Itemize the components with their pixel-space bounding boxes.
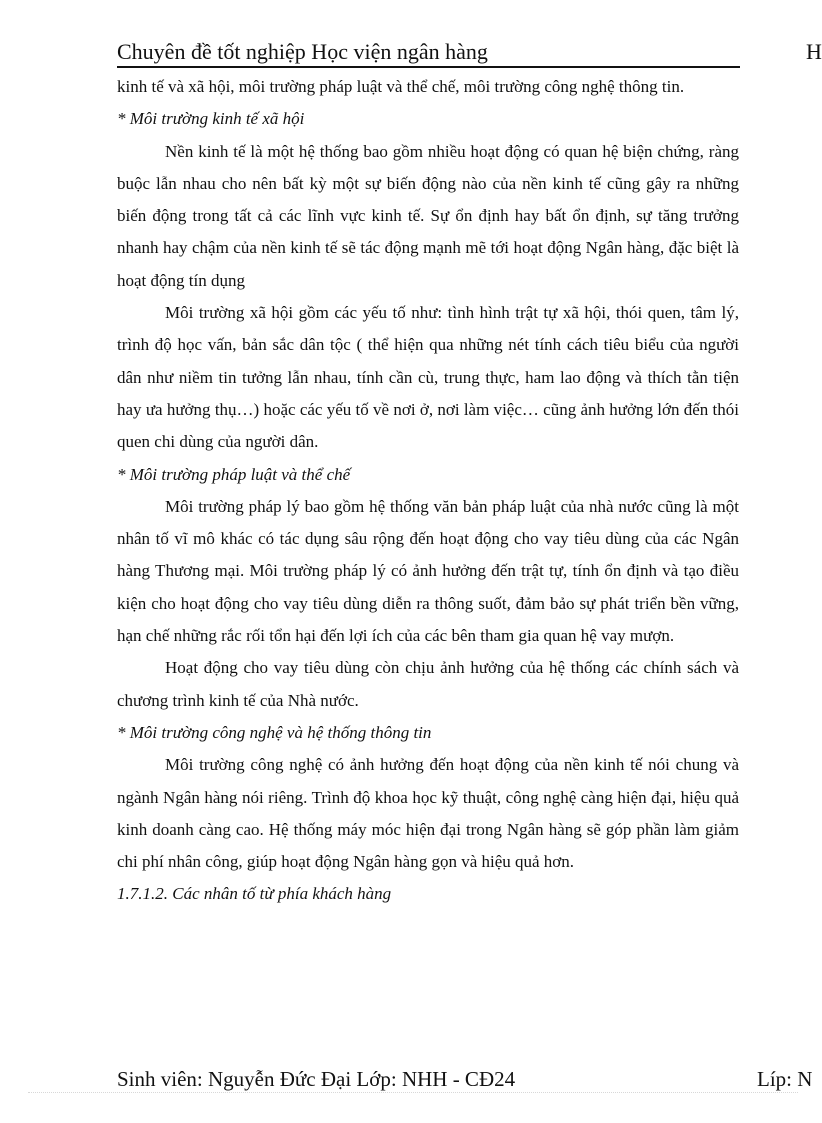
footer-dotted-divider <box>28 1092 798 1093</box>
document-body <box>117 71 739 911</box>
header-divider <box>117 66 740 68</box>
body-paragraph: kinh tế và xã hội, môi trường pháp luật và thể chế, môi trường công nghệ thông tin. <box>117 77 685 96</box>
section-heading-customer-factors: 1.7.1.2. Các nhân tố từ phía khách hàng <box>117 884 392 904</box>
section-heading-technology: * Môi trường công nghệ và hệ thống thông tin <box>117 722 432 742</box>
body-paragraph: Môi trường pháp lý bao gồm hệ thống văn bản pháp luật của nhà nước cũng là một nhân tố vĩ mô khác có tác dụng sâu rộng đến hoạt động cho vay tiêu dùng của các Ngân hàng Thương mại. Môi trường pháp lý có ảnh hưởng đến trật tự, tính ổn định và tạo điều kiện cho hoạt động cho vay tiêu dùng diễn ra thông suốt, đảm bảo sự phát triển bền vững, hạn chế những rắc rối tổn hại đến lợi ích của các bên tham gia quan hệ vay mượn. <box>117 496 739 646</box>
body-paragraph: Hoạt động cho vay tiêu dùng còn chịu ảnh hưởng của hệ thống các chính sách và chương trình kinh tế của Nhà nước. <box>117 658 739 710</box>
section-heading-economic-social: * Môi trường kinh tế xã hội <box>117 109 305 129</box>
page-footer-student: Sinh viên: Nguyễn Đức Đại Lớp: NHH - CĐ24 <box>117 1067 516 1091</box>
body-paragraph: Nền kinh tế là một hệ thống bao gồm nhiều hoạt động có quan hệ biện chứng, ràng buộc lẫn nhau cho nên bất kỳ một sự biến động nào của nền kinh tế cũng gây ra những biến động trong tất cả các lĩnh vực kinh tế. Sự ổn định hay bất ổn định, sự tăng trưởng nhanh hay chậm của nền kinh tế sẽ tác động mạnh mẽ tới hoạt động Ngân hàng, đặc biệt là hoạt động tín dụng <box>117 141 739 290</box>
body-paragraph: Môi trường xã hội gồm các yếu tố như: tình hình trật tự xã hội, thói quen, tâm lý, trình độ học vấn, bản sắc dân tộc ( thể hiện qua những nét tính cách tiêu biểu của người dân như niềm tin tưởng lẫn nhau, tính cần cù, trung thực, ham lao động và thích tằn tiện hay ưa hưởng thụ…) hoặc các yếu tố về nơi ở, nơi làm việc… cũng ảnh hưởng lớn đến thói quen chi dùng của người dân. <box>117 303 739 452</box>
page-footer-overflow-text: Líp: N <box>757 1067 813 1091</box>
section-heading-legal: * Môi trường pháp luật và thể chế <box>117 464 351 484</box>
body-paragraph: Môi trường công nghệ có ảnh hưởng đến hoạt động của nền kinh tế nói chung và ngành Ngân hàng nói riêng. Trình độ khoa học kỹ thuật, công nghệ càng hiện đại, hiệu quả kinh doanh càng cao. Hệ thống máy móc hiện đại trong Ngân hàng sẽ góp phần làm giảm chi phí nhân công, giúp hoạt động Ngân hàng gọn và hiệu quả hơn. <box>117 755 739 872</box>
page-header-overflow-text: H <box>806 39 822 64</box>
page-header-title: Chuyên đề tốt nghiệp Học viện ngân hàng <box>117 39 488 64</box>
